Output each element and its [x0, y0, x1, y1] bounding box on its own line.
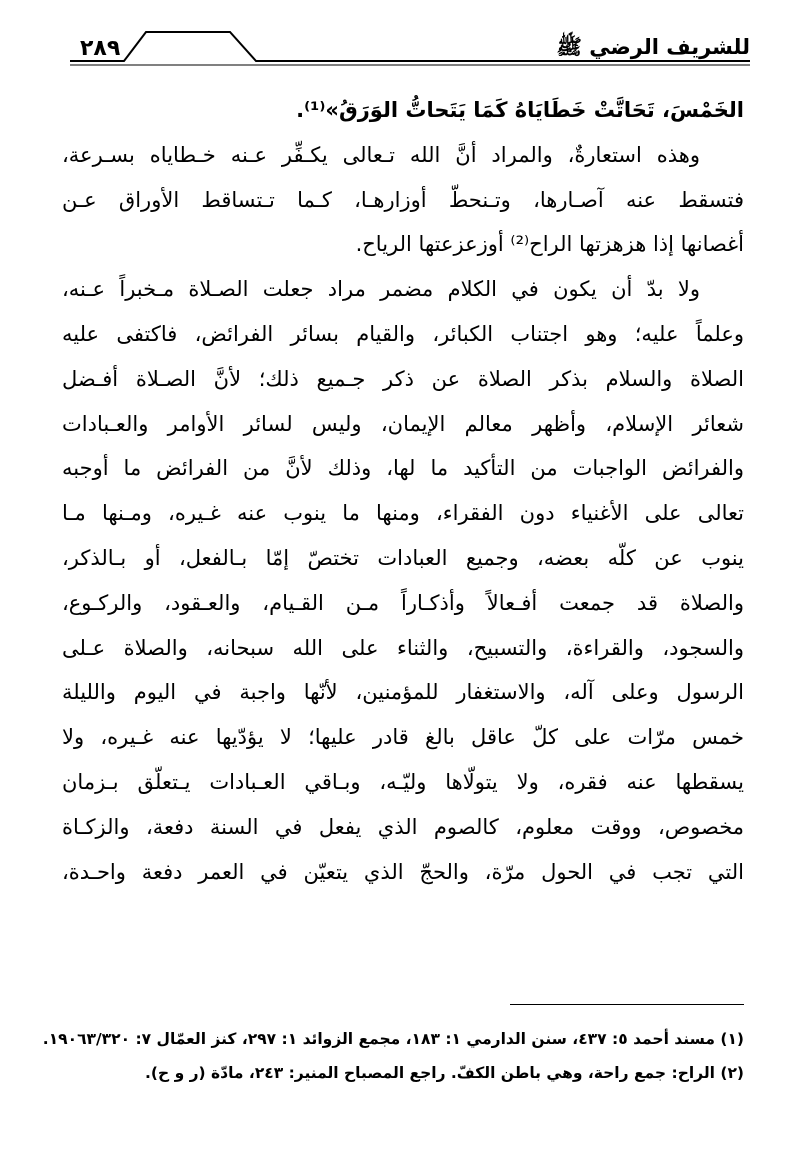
text-line: والسجود، والقراءة، والتسبيح، والثناء على الله سبحانه، والصلاة عـلى: [62, 635, 744, 660]
text-line: خمس مرّات على كلّ عاقل بالغ قادر عليها؛ لا يؤدّيها عنه غـيره، ولا: [62, 725, 744, 750]
text-line: والصلاة قد جمعت أفـعالاً وأذكـاراً مـن القـيام، والعـقود، والركـوع،: [62, 590, 744, 615]
main-text: [62, 88, 744, 894]
footnote-separator: [510, 1004, 744, 1005]
running-title: للشريف الرضي ﷺ: [556, 35, 750, 59]
text-line: الرسول وعلى آله، والاستغفار للمؤمنين، لأنّها واجبة في اليوم والليلة: [62, 680, 744, 705]
text-line: تعالى على الأغنياء دون الفقراء، ومنها ما ينوب عنه غـيره، ومـنها مـا: [62, 501, 744, 526]
footnotes: [42, 1022, 744, 1090]
text-line: وهذه استعارةٌ، والمراد أنَّ الله تـعالى يكـفِّر عـنه خـطاياه بسـرعة،: [62, 142, 700, 167]
text-line: الخَمْسَ، تَحَاتَّتْ خَطَايَاهُ كَمَا يَتَحاتُّ الوَرَقُ»⁽¹⁾.: [296, 98, 744, 122]
text-line: ولا بدّ أن يكون في الكلام مضمر مراد جعلت الصـلاة مـخبراً عـنه،: [62, 277, 700, 302]
page-number: ٢٨٩: [80, 36, 121, 61]
text-line: والفرائض الواجبات من التأكيد ما لها، وذلك لأنَّ من الفرائض ما أوجبه: [62, 456, 744, 481]
text-line: فتسقط عنه آصـارها، وتـنحطّ أوزارهـا، كـما تـتساقط الأوراق عـن: [62, 187, 744, 212]
text-line: وعلماً عليه؛ وهو اجتناب الكبائر، والقيام بسائر الفرائض، فاكتفى عليه: [62, 321, 744, 346]
text-line: يسقطها عنه فقره، ولا يتولّاها وليّـه، وبـاقي العـبادات يـتعلّق بـزمان: [62, 769, 744, 794]
footnote: (٢) الراح: جمع راحة، وهي باطن الكفّ. راجع المصباح المنير: ٢٤٣، مادّة (ر و ح).: [145, 1064, 744, 1082]
footnote: (١) مسند أحمد ٥: ٤٣٧، سنن الدارمي ١: ١٨٣، مجمع الزوائد ١: ٢٩٧، كنز العمّال ٧: ١٩٠٦٣/٣٢٠.: [42, 1030, 744, 1048]
text-line: ينوب عن كلّه بعضه، وجميع العبادات تختصّ إمّا بـالفعل، أو بـالذكر،: [62, 545, 744, 570]
page-header: [70, 26, 750, 76]
text-line: مخصوص، ووقت معلوم، كالصوم الذي يفعل في السنة دفعة، والزكـاة: [62, 814, 744, 839]
text-line: الصلاة والسلام بذكر الصلاة عن ذكر جـميع ذلك؛ لأنَّ الصـلاة أفـضل: [62, 366, 744, 391]
text-line: أغصانها إذا هزهزتها الراح⁽²⁾ أوزعزعتها الرياح.: [355, 232, 744, 257]
text-line: التي تجب في الحول مرّة، والحجّ الذي يتعيّن في العمر دفعة واحـدة،: [62, 859, 744, 884]
text-line: شعائر الإسلام، وأظهر معالم الإيمان، وليس لسائر الأوامر والعـبادات: [62, 411, 744, 436]
